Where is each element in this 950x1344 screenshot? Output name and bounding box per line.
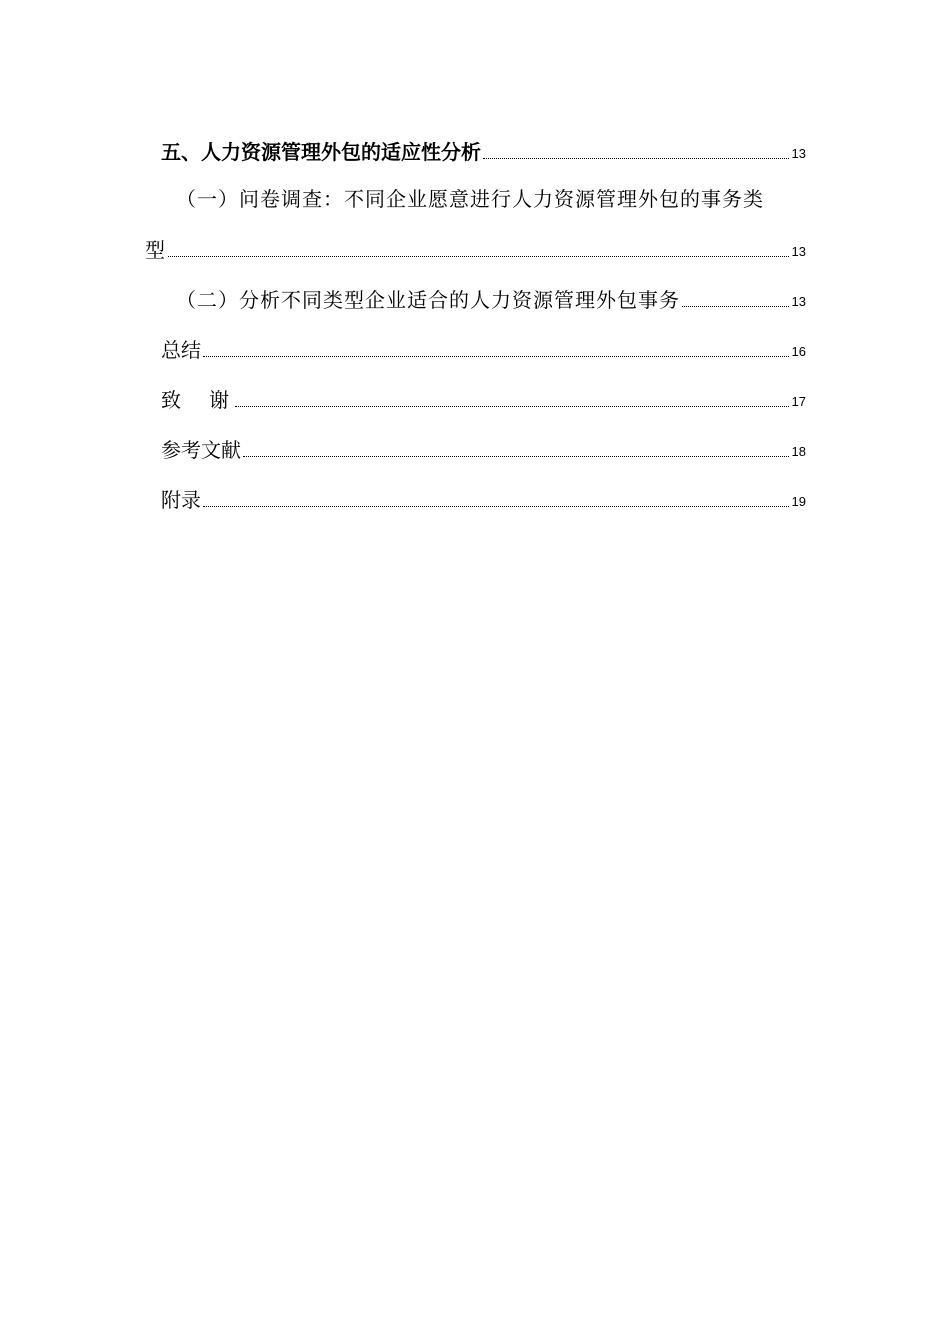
toc-entry-title: 致 谢	[161, 388, 233, 412]
toc-page-number: 18	[791, 444, 806, 459]
toc-entry-appendix[interactable]	[161, 488, 806, 512]
toc-entry-title: （二）分析不同类型企业适合的人力资源管理外包事务	[176, 288, 680, 312]
toc-entry-acknowledgements[interactable]	[161, 388, 806, 412]
toc-entry-title: 参考文献	[161, 438, 241, 462]
toc-page-number: 13	[791, 146, 806, 161]
toc-entry-adaptability-analysis[interactable]	[161, 140, 806, 164]
toc-entry-title: 五、人力资源管理外包的适应性分析	[161, 140, 481, 164]
toc-page-number: 16	[791, 344, 806, 359]
toc-dot-leader	[243, 456, 789, 457]
toc-page-number: 17	[791, 394, 806, 409]
toc-entry-title-line2: 型	[145, 238, 166, 262]
toc-entry-continuation	[145, 238, 806, 262]
toc-entry-references[interactable]	[161, 438, 806, 462]
toc-dot-leader	[483, 158, 789, 159]
toc-dot-leader	[682, 306, 789, 307]
toc-entry-summary[interactable]	[161, 338, 806, 362]
toc-dot-leader	[235, 406, 789, 407]
toc-page-number: 19	[791, 494, 806, 509]
toc-entry-title: 附录	[161, 488, 201, 512]
toc-dot-leader	[203, 356, 789, 357]
toc-entry-title-line1: （一）问卷调查：不同企业愿意进行人力资源管理外包的事务类	[176, 187, 764, 211]
toc-dot-leader	[203, 506, 789, 507]
toc-entry-outsourcing-affairs[interactable]	[176, 288, 806, 312]
toc-dot-leader	[168, 256, 789, 257]
toc-entry-title: 总结	[161, 338, 201, 362]
toc-page-number: 13	[791, 244, 806, 259]
toc-page-number: 13	[791, 294, 806, 309]
